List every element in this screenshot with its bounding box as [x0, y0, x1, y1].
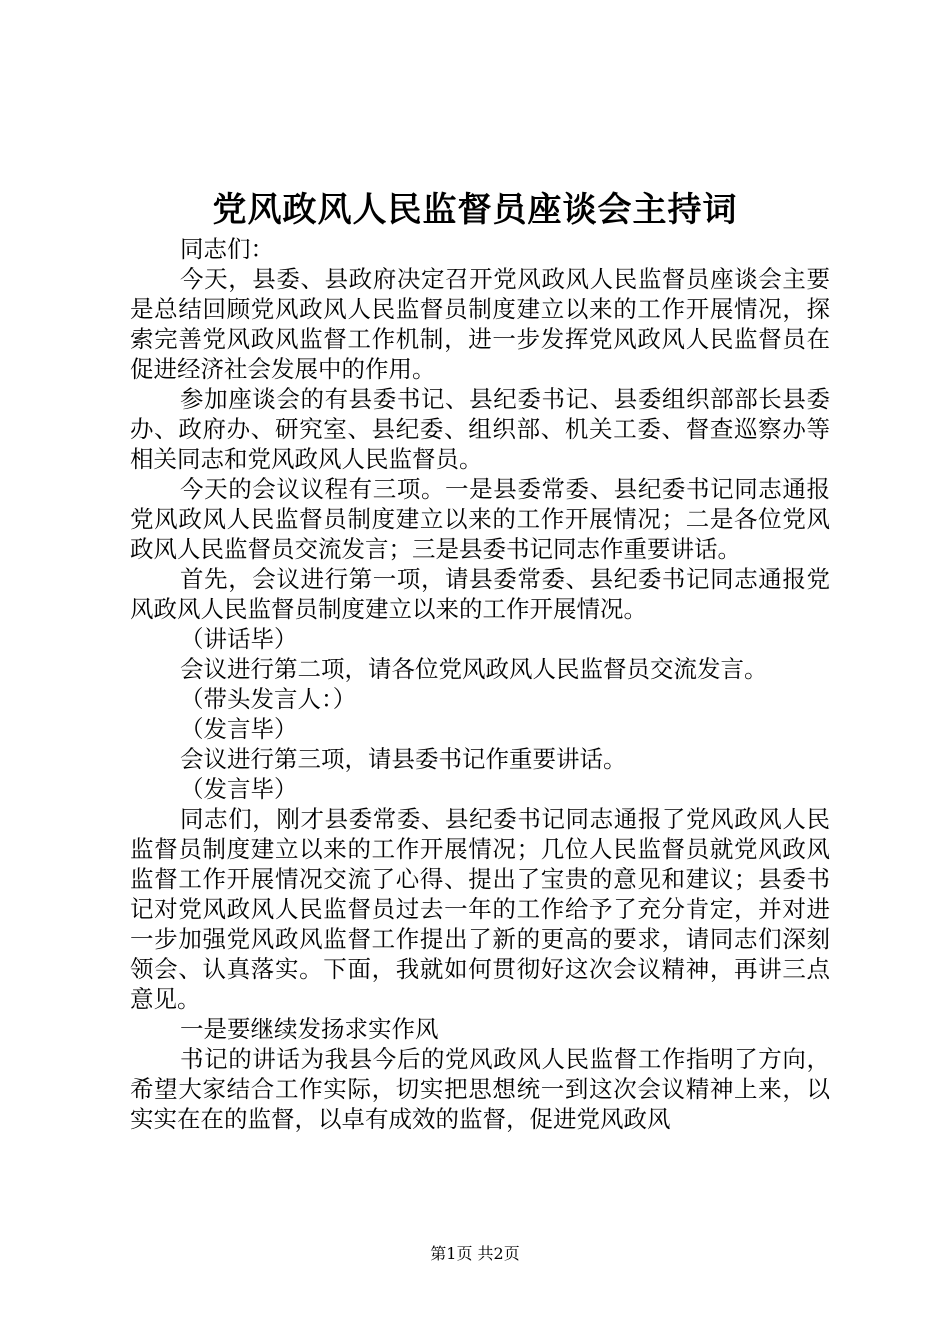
page-number: 第1页 共2页 [430, 1244, 520, 1263]
paragraph: （发言毕） [180, 715, 298, 743]
paragraph: 同志们： [180, 235, 274, 263]
paragraph: 会议进行第二项，请各位党风政风人民监督员交流发言。 [180, 655, 768, 683]
document-body [130, 234, 830, 1134]
paragraph: 今天的会议议程有三项。一是县委常委、县纪委书记同志通报党风政风人民监督员制度建立以来的工作开展情况；二是各位党风政风人民监督员交流发言；三是县委书记同志作重要讲话。 [130, 475, 830, 563]
document-title: 党风政风人民监督员座谈会主持词 [212, 190, 738, 230]
paragraph: （发言毕） [180, 775, 298, 803]
paragraph: 今天，县委、县政府决定召开党风政风人民监督员座谈会主要是总结回顾党风政风人民监督员制度建立以来的工作开展情况，探索完善党风政风监督工作机制，进一步发挥党风政风人民监督员在促进经济社会发展中的作用。 [130, 265, 830, 383]
paragraph: 首先，会议进行第一项，请县委常委、县纪委书记同志通报党风政风人民监督员制度建立以来的工作开展情况。 [130, 565, 830, 623]
paragraph: 一是要继续发扬求实作风 [180, 1015, 439, 1043]
paragraph: 同志们，刚才县委常委、县纪委书记同志通报了党风政风人民监督员制度建立以来的工作开展情况；几位人民监督员就党风政风监督工作开展情况交流了心得、提出了宝贵的意见和建议；县委书记对党风政风人民监督员过去一年的工作给予了充分肯定，并对进一步加强党风政风监督工作提出了新的更高的要求，请同志们深刻领会、认真落实。下面，我就如何贯彻好这次会议精神，再讲三点意见。 [130, 805, 830, 1013]
paragraph: （带头发言人：） [180, 685, 357, 713]
paragraph: 书记的讲话为我县今后的党风政风人民监督工作指明了方向，希望大家结合工作实际，切实把思想统一到这次会议精神上来，以实实在在的监督，以卓有成效的监督，促进党风政风 [130, 1045, 830, 1133]
paragraph: 参加座谈会的有县委书记、县纪委书记、县委组织部部长县委办、政府办、研究室、县纪委、组织部、机关工委、督查巡察办等相关同志和党风政风人民监督员。 [130, 385, 830, 473]
paragraph: 会议进行第三项，请县委书记作重要讲话。 [180, 745, 627, 773]
paragraph: （讲话毕） [180, 625, 298, 653]
